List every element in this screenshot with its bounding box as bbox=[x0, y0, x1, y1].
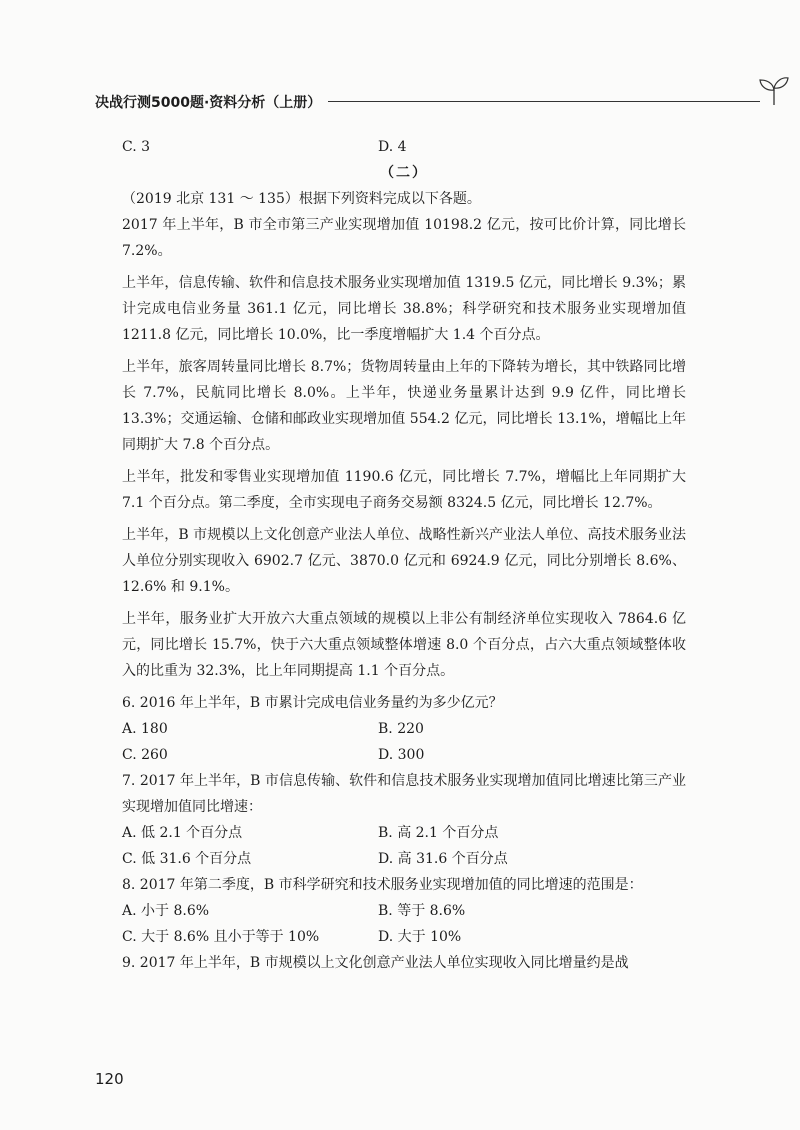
question-8-options-row-1 bbox=[122, 898, 686, 924]
option-d: D. 300 bbox=[378, 747, 425, 763]
option-d: D. 4 bbox=[378, 139, 407, 155]
question-7-options-row-2 bbox=[122, 846, 686, 872]
option-c: C. 大于 8.6% 且小于等于 10% bbox=[122, 929, 320, 945]
question-6-options-row-1 bbox=[122, 716, 686, 742]
option-b: B. 等于 8.6% bbox=[378, 903, 466, 919]
section-title: （二） bbox=[380, 165, 428, 181]
section-intro: （2019 北京 131 ～ 135）根据下列资料完成以下各题。 bbox=[122, 191, 481, 207]
material-paragraph-6: 上半年，服务业扩大开放六大重点领域的规模以上非公有制经济单位实现收入 7864.6 亿元，同比增长 15.7%，快于六大重点领域整体增速 8.0 个百分点，占六大重点领域整体收入的比重为 32.3%，比上年同期提高 1.1 个百分点。 bbox=[122, 611, 686, 679]
question-8-options-row-2 bbox=[122, 924, 686, 950]
running-header bbox=[95, 90, 695, 114]
option-c: C. 260 bbox=[122, 747, 168, 763]
material-paragraph-5: 上半年，B 市规模以上文化创意产业法人单位、战略性新兴产业法人单位、高技术服务业法人单位分别实现收入 6902.7 亿元、3870.0 亿元和 6924.9 亿元，同比分别增长 8.6%、12.6% 和 9.1%。 bbox=[122, 527, 686, 595]
question-6-stem: 6. 2016 年上半年，B 市累计完成电信业务量约为多少亿元？ bbox=[122, 695, 503, 711]
book-title: 决战行测5000题·资料分析（上册） bbox=[95, 95, 322, 111]
question-8-stem: 8. 2017 年第二季度，B 市科学研究和技术服务业实现增加值的同比增速的范围是： bbox=[122, 877, 643, 893]
option-d: D. 大于 10% bbox=[378, 929, 462, 945]
sprout-icon bbox=[757, 72, 791, 106]
material-paragraph-1: 2017 年上半年，B 市全市第三产业实现增加值 10198.2 亿元，按可比价计算，同比增长 7.2%。 bbox=[122, 217, 686, 259]
question-7-options-row-1 bbox=[122, 820, 686, 846]
material-paragraph-3: 上半年，旅客周转量同比增长 8.7%；货物周转量由上年的下降转为增长，其中铁路同比增长 7.7%，民航同比增长 8.0%。上半年，快递业务量累计达到 9.9 亿件，同比增长 13.3%；交通运输、仓储和邮政业实现增加值 554.2 亿元，同比增长 13.1%，增幅比上年同期扩大 7.8 个百分点。 bbox=[122, 359, 686, 453]
option-a: A. 低 2.1 个百分点 bbox=[122, 825, 243, 841]
question-7-stem: 7. 2017 年上半年，B 市信息传输、软件和信息技术服务业实现增加值同比增速比第三产业实现增加值同比增速： bbox=[122, 773, 686, 815]
page-number: 120 bbox=[95, 1070, 124, 1088]
material-paragraph-2: 上半年，信息传输、软件和信息技术服务业实现增加值 1319.5 亿元，同比增长 9.3%；累计完成电信业务量 361.1 亿元，同比增长 38.8%；科学研究和技术服务业实现增加值 1211.8 亿元，同比增长 10.0%，比一季度增幅扩大 1.4 个百分点。 bbox=[122, 275, 686, 343]
material-paragraph-4: 上半年，批发和零售业实现增加值 1190.6 亿元，同比增长 7.7%，增幅比上年同期扩大 7.1 个百分点。第二季度，全市实现电子商务交易额 8324.5 亿元，同比增长 12.7%。 bbox=[122, 469, 686, 511]
question-6-options-row-2 bbox=[122, 742, 686, 768]
header-rule bbox=[328, 101, 760, 102]
page-content bbox=[122, 134, 686, 976]
option-b: B. 220 bbox=[378, 721, 424, 737]
option-a: A. 小于 8.6% bbox=[122, 903, 210, 919]
option-a: A. 180 bbox=[122, 721, 168, 737]
option-b: B. 高 2.1 个百分点 bbox=[378, 825, 499, 841]
option-c: C. 低 31.6 个百分点 bbox=[122, 851, 252, 867]
option-d: D. 高 31.6 个百分点 bbox=[378, 851, 508, 867]
previous-question-options bbox=[122, 134, 686, 160]
question-9-stem: 9. 2017 年上半年，B 市规模以上文化创意产业法人单位实现收入同比增量约是战 bbox=[122, 955, 629, 971]
option-c: C. 3 bbox=[122, 139, 151, 155]
